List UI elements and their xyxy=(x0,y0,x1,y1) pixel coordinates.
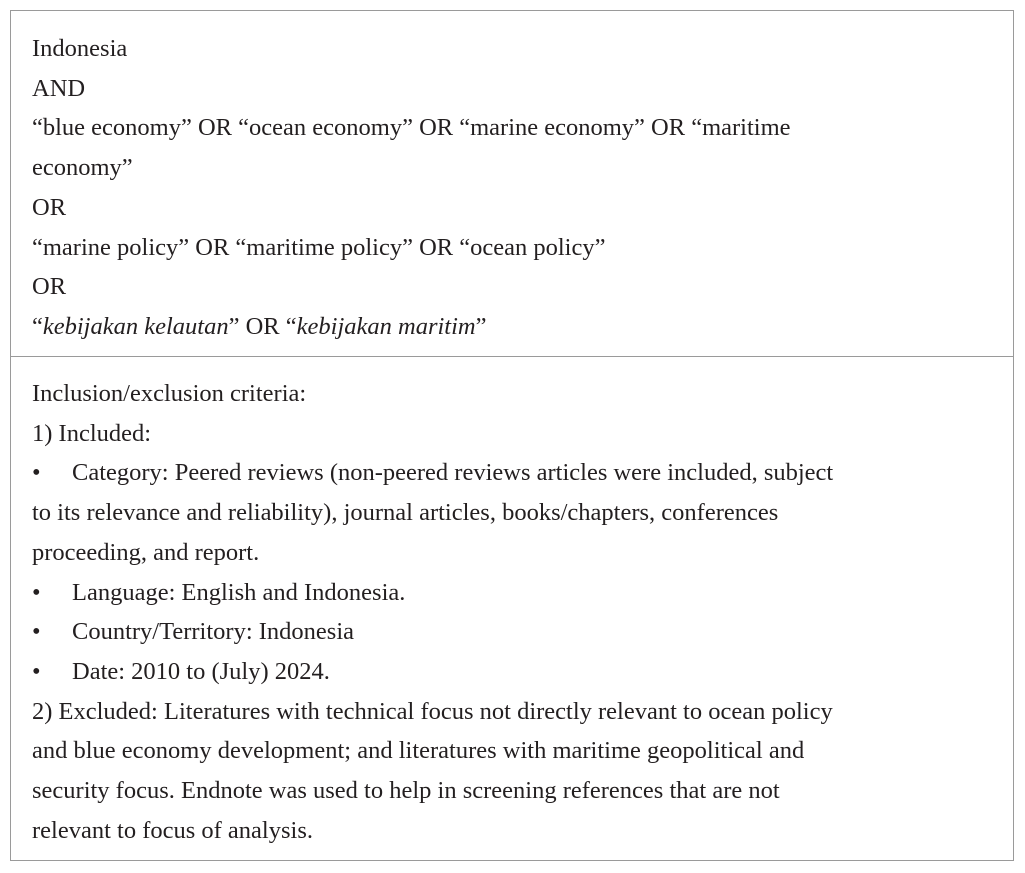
date-text: Date: 2010 to (July) 2024. xyxy=(72,657,330,685)
local-term-kelautan: kebijakan kelautan xyxy=(42,312,229,340)
bullet-icon: • xyxy=(32,578,41,606)
excluded-line-2: and blue economy development; and literatures with maritime geopolitical and xyxy=(32,737,805,765)
language-text: Language: English and Indonesia. xyxy=(72,578,406,606)
search-policy-terms: “marine policy” OR “maritime policy” OR “ocean policy” xyxy=(32,233,606,261)
bullet-icon: • xyxy=(32,459,41,487)
included-item-category-line-2: to its relevance and reliability), journal articles, books/chapters, conferences xyxy=(32,499,779,527)
included-item-date xyxy=(32,652,997,692)
search-or-operator-2: OR xyxy=(32,273,67,301)
search-local-terms xyxy=(32,307,997,347)
search-and-operator: AND xyxy=(32,74,86,102)
quote-open: “ xyxy=(32,312,43,340)
criteria-table xyxy=(10,10,1014,861)
included-heading: 1) Included: xyxy=(32,419,152,447)
excluded-line-1: 2) Excluded: Literatures with technical focus not directly relevant to ocean policy xyxy=(32,697,833,725)
row-divider xyxy=(11,356,1013,357)
bullet-icon: • xyxy=(32,618,41,646)
criteria-heading: Inclusion/exclusion criteria: xyxy=(32,380,307,407)
included-item-language xyxy=(32,573,997,613)
bullet-icon: • xyxy=(32,657,41,685)
search-economy-terms-line-2: economy” xyxy=(32,154,133,182)
included-item-category-line-1 xyxy=(32,453,997,493)
country-text: Country/Territory: Indonesia xyxy=(72,618,355,646)
excluded-line-3: security focus. Endnote was used to help in screening references that are not xyxy=(32,777,780,805)
quote-close: ” xyxy=(475,312,487,340)
search-terms-cell xyxy=(11,29,1013,347)
criteria-cell xyxy=(11,374,1013,850)
excluded-line-4: relevant to focus of analysis. xyxy=(32,816,313,844)
search-or-operator-1: OR xyxy=(32,193,67,221)
included-item-category-line-3: proceeding, and report. xyxy=(32,538,260,566)
search-country: Indonesia xyxy=(32,35,128,62)
local-term-connector: ” OR “ xyxy=(228,312,297,340)
local-term-maritim: kebijakan maritim xyxy=(296,312,476,340)
included-item-country xyxy=(32,612,997,652)
search-economy-terms-line-1: “blue economy” OR “ocean economy” OR “marine economy” OR “maritime xyxy=(32,114,791,142)
category-text-1: Category: Peered reviews (non-peered reviews articles were included, subject xyxy=(72,459,834,487)
